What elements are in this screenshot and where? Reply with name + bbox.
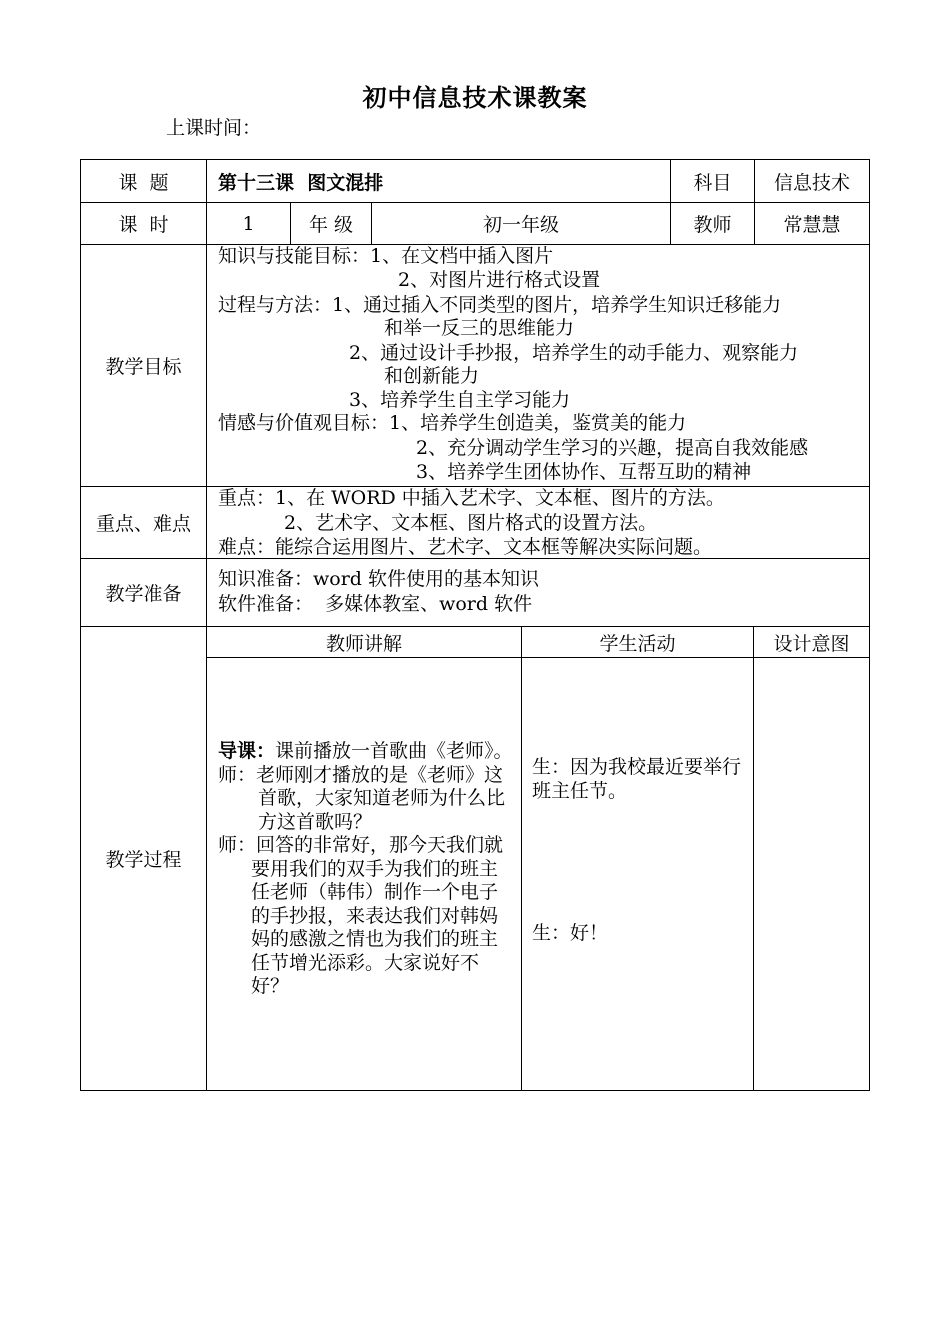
teacher-explanation-text: [218, 740, 514, 999]
prep-label: 教学准备: [105, 583, 182, 605]
keypoints-line: 难点：能综合运用图片、艺术字、文本框等解决实际问题。: [218, 536, 713, 558]
subject-value: 信息技术: [773, 171, 850, 194]
prep-line: 知识准备：word 软件使用的基本知识: [218, 568, 539, 590]
teacher-question-2: 师：回答的非常好，那今天我们就要用我们的双手为我们的班主任老师（韩伟）制作一个电子的手抄报，来表达我们对韩妈妈的感激之情也为我们的班主任节增光添彩。大家说好不好？: [218, 834, 504, 997]
grade-label: 年 级: [308, 214, 354, 236]
design-intent-cell: [754, 658, 869, 1090]
intro-bold: 导课：: [218, 740, 276, 762]
class-time-label: 上课时间：: [166, 117, 262, 139]
goals-line: 3、培养学生自主学习能力: [349, 389, 571, 411]
topic-label: 课 题: [118, 171, 169, 194]
goals-line: 情感与价值观目标：1、培养学生创造美，鉴赏美的能力: [218, 412, 687, 434]
goals-line: 和创新能力: [384, 365, 480, 387]
intro-paragraph: [218, 740, 514, 764]
student-answer-1: 生：因为我校最近要举行班主任节。: [532, 756, 742, 802]
keypoints-line: 重点：1、在 WORD 中插入艺术字、文本框、图片的方法。: [218, 487, 725, 509]
intro-text: 课前播放一首歌曲《老师》。: [275, 740, 513, 762]
goals-line: 3、培养学生团体协作、互帮互助的精神: [416, 461, 752, 483]
topic-value-text: 第十三课 图文混排: [218, 171, 384, 194]
teacher-label: 教师: [693, 214, 732, 236]
goals-line: 2、充分调动学生学习的兴趣，提高自我效能感: [416, 437, 809, 459]
prep-line: 软件准备： 多媒体教室、word 软件: [218, 593, 533, 615]
header-student-activity: 学生活动: [599, 632, 676, 655]
keypoints-line: 2、艺术字、文本框、图片格式的设置方法。: [284, 512, 658, 534]
process-label: 教学过程: [105, 849, 182, 871]
hours-label: 课 时: [118, 214, 169, 236]
header-design-intent: 设计意图: [773, 632, 850, 655]
grade-value: 初一年级: [482, 214, 559, 236]
goals-line: 和举一反三的思维能力: [384, 317, 575, 339]
header-teacher-explanation: 教师讲解: [325, 632, 402, 655]
student-answer-2: 生：好！: [532, 922, 609, 944]
goals-line: 2、通过设计手抄报，培养学生的动手能力、观察能力: [349, 342, 799, 364]
goals-line: 知识与技能目标：1、在文档中插入图片: [218, 245, 554, 267]
subject-label: 科目: [693, 171, 732, 194]
teacher-value: 常慧慧: [783, 214, 841, 236]
hours-value: 1: [242, 212, 255, 235]
goals-label: 教学目标: [105, 356, 182, 378]
teacher-question-1: 师：老师刚才播放的是《老师》这首歌，大家知道老师为什么比方这首歌吗？: [218, 763, 506, 833]
goals-line: 过程与方法：1、通过插入不同类型的图片，培养学生知识迁移能力: [218, 294, 782, 316]
keypoints-label: 重点、难点: [95, 513, 191, 535]
topic-value: [218, 160, 668, 202]
page-title: 初中信息技术课教案: [362, 83, 588, 112]
goals-line: 2、对图片进行格式设置: [398, 269, 601, 291]
